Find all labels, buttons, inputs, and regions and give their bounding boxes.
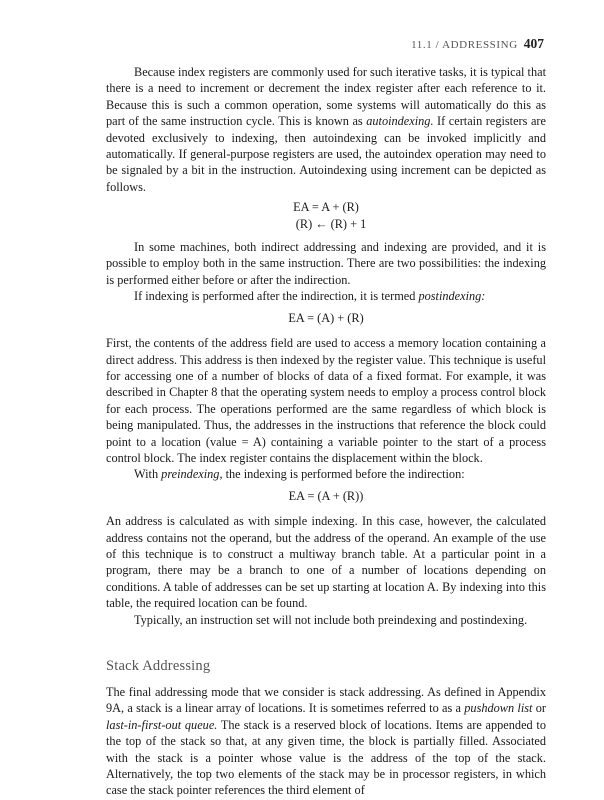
running-header [411,36,544,52]
term-preindexing: preindexing, [161,467,223,482]
paragraph-preindexing-intro: With preindexing, the indexing is performed before the indirection: [134,467,465,482]
term-pushdown-list: pushdown list [464,701,533,716]
section-label: 11.1 / ADDRESSING [411,39,518,51]
paragraph-preindexing-explanation: An address is calculated as with simple indexing. In this case, however, the calculated address contains not the operand, but the address of the operand. An example of the use of this technique is to construct a multiway branch table. At a particular point in a program, there may be a branch to one of a number of locations depending on conditions. A table of addresses can be set up starting at location A. By indexing into this table, the required location can be found. [106,514,546,611]
term-lifo-queue: last-in-first-out queue. [106,717,218,732]
page-number: 407 [523,36,544,51]
section-heading-stack-addressing: Stack Addressing [106,658,211,674]
paragraph-indirect-and-indexing: In some machines, both indirect addressing and indexing are provided, and it is possible to employ both in the same instruction. There are two possibilities: the indexing is performed either before or after the indirection. [106,240,546,287]
equation-preindexing: EA = (A + (R)) [288,488,364,503]
equation-autoindex-ea: EA = A + (R) [293,200,359,215]
paragraph-autoindexing: Because index registers are commonly used for such iterative tasks, it is typical that there is a need to increment or decrement the index register after each reference to it. Because this is such a common operation, some systems will automatically do this as part of the same instruction cycle. This is known as autoindexing. If certain registers are devoted exclusively to indexing, then autoindexing can be invoked implicitly and automatically. If general-purpose registers are used, the autoindex operation may need to be signaled by a bit in the instruction. Autoindexing using increment can be depicted as follows. [106,65,546,194]
paragraph-stack-addressing: The final addressing mode that we consider is stack addressing. As defined in Appendix 9A, a stack is a linear array of locations. It is sometimes referred to as a pushdown list or last-in-first-out queue. The stack is a reserved block of locations. Items are appended to the top of the stack so that, at any given time, the block is partially filled. Associated with the stack is a pointer whose value is the address of the top of the stack. Alternatively, the top two elements of the stack may be in processor registers, in which case the stack pointer references the third element of [106,685,546,798]
equation-autoindex-increment: (R) ← (R) + 1 [295,216,367,231]
paragraph-typical-instruction-set: Typically, an instruction set will not include both preindexing and postindexing. [134,612,528,627]
term-postindexing: postindexing: [418,289,486,304]
paragraph-postindexing-intro: If indexing is performed after the indirection, it is termed postindexing: [134,289,486,304]
text-body [106,64,546,799]
paragraph-postindexing-explanation: First, the contents of the address field are used to access a memory location containing a direct address. This address is then indexed by the register value. This technique is useful for accessing one of a number of blocks of data of a fixed format. For example, it was described in Chapter 8 that the operating system needs to employ a process control block for each process. The operations performed are the same regardless of which block is being manipulated. Thus, the addresses in the instructions that reference the block could point to a location (value = A) containing a variable pointer to the start of a process control block. The index register contains the displacement within the block. [106,336,546,465]
term-autoindexing: autoindexing. [366,114,434,129]
equation-postindexing: EA = (A) + (R) [288,310,364,325]
